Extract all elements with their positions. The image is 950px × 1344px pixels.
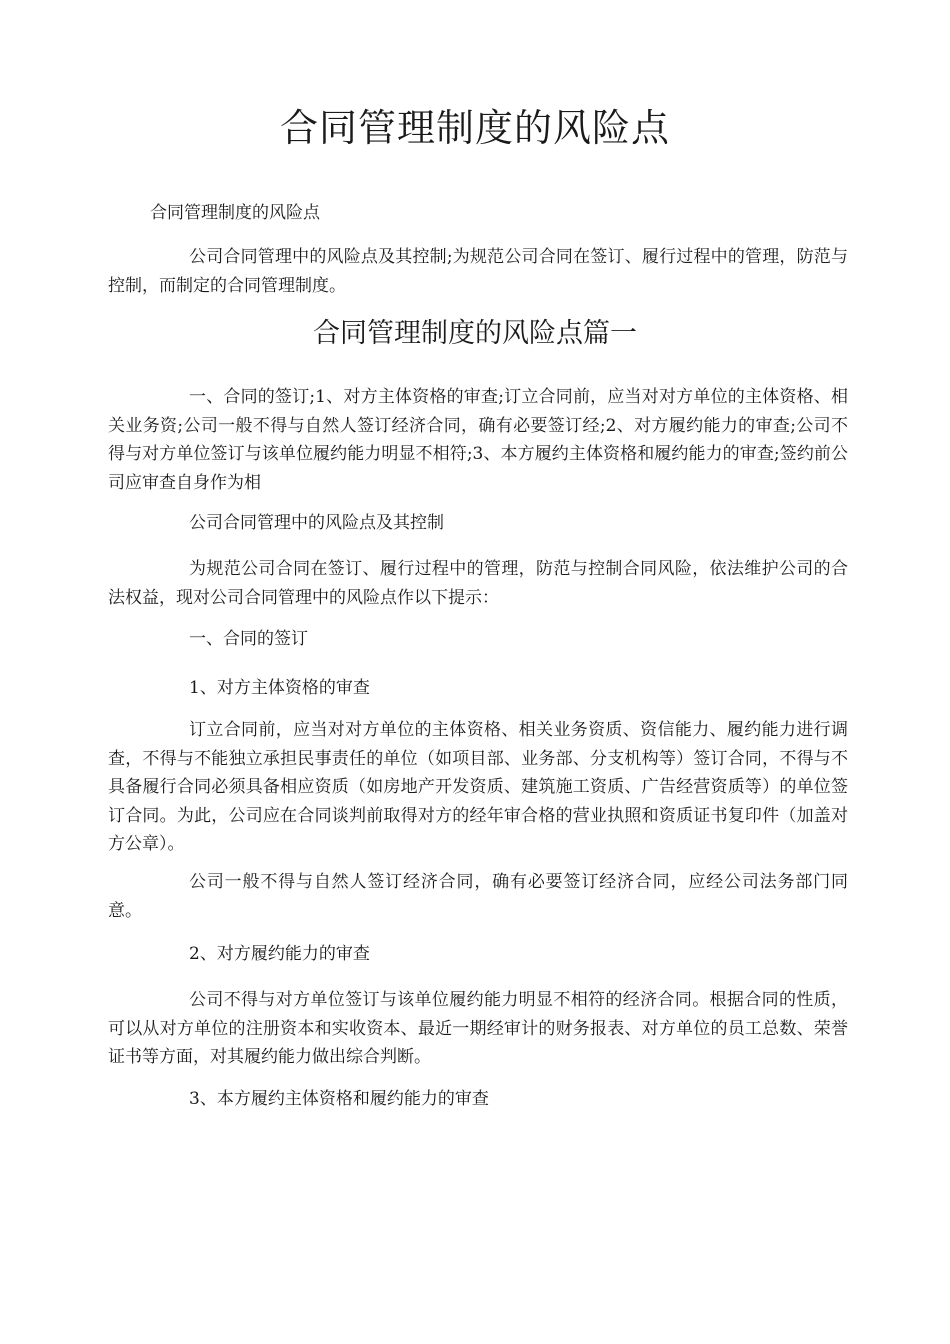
intro-paragraph: 公司合同管理中的风险点及其控制;为规范公司合同在签订、履行过程中的管理，防范与控制，而制定的合同管理制度。 [108,247,848,296]
heading-own-capacity: 3、本方履约主体资格和履约能力的审查 [189,1089,489,1109]
heading-risk-control: 公司合同管理中的风险点及其控制 [189,513,444,533]
heading-contract-signing: 一、合同的签订 [189,629,308,649]
heading-counterparty-qualification: 1、对方主体资格的审查 [189,678,370,698]
natural-person-paragraph: 公司一般不得与自然人签订经济合同，确有必要签订经济合同，应经公司法务部门同意。 [108,872,848,921]
document-subtitle: 合同管理制度的风险点 [150,203,320,223]
heading-counterparty-capacity: 2、对方履约能力的审查 [189,944,370,964]
document-title: 合同管理制度的风险点 [279,106,670,150]
purpose-paragraph: 为规范公司合同在签订、履行过程中的管理，防范与控制合同风险，依法维护公司的合法权益，现对公司合同管理中的风险点作以下提示： [108,559,848,608]
counterparty-capacity-paragraph: 公司不得与对方单位签订与该单位履约能力明显不相符的经济合同。根据合同的性质，可以从对方单位的注册资本和实收资本、最近一期经审计的财务报表、对方单位的员工总数、荣誉证书等方面，对其履约能力做出综合判断。 [108,990,848,1067]
section-title: 合同管理制度的风险点篇一 [313,318,637,349]
summary-paragraph: 一、合同的签订;1、对方主体资格的审查;订立合同前，应当对对方单位的主体资格、相关业务资;公司一般不得与自然人签订经济合同，确有必要签订经;2、对方履约能力的审查;公司不得与对方单位签订与该单位履约能力明显不相符;3、本方履约主体资格和履约能力的审查;签约前公司应审查自身作为相 [108,387,848,493]
counterparty-qualification-paragraph: 订立合同前，应当对对方单位的主体资格、相关业务资质、资信能力、履约能力进行调查，不得与不能独立承担民事责任的单位（如项目部、业务部、分支机构等）签订合同，不得与不具备履行合同必须具备相应资质（如房地产开发资质、建筑施工资质、广告经营资质等）的单位签订合同。为此，公司应在合同谈判前取得对方的经年审合格的营业执照和资质证书复印件（加盖对方公章）。 [108,720,848,854]
